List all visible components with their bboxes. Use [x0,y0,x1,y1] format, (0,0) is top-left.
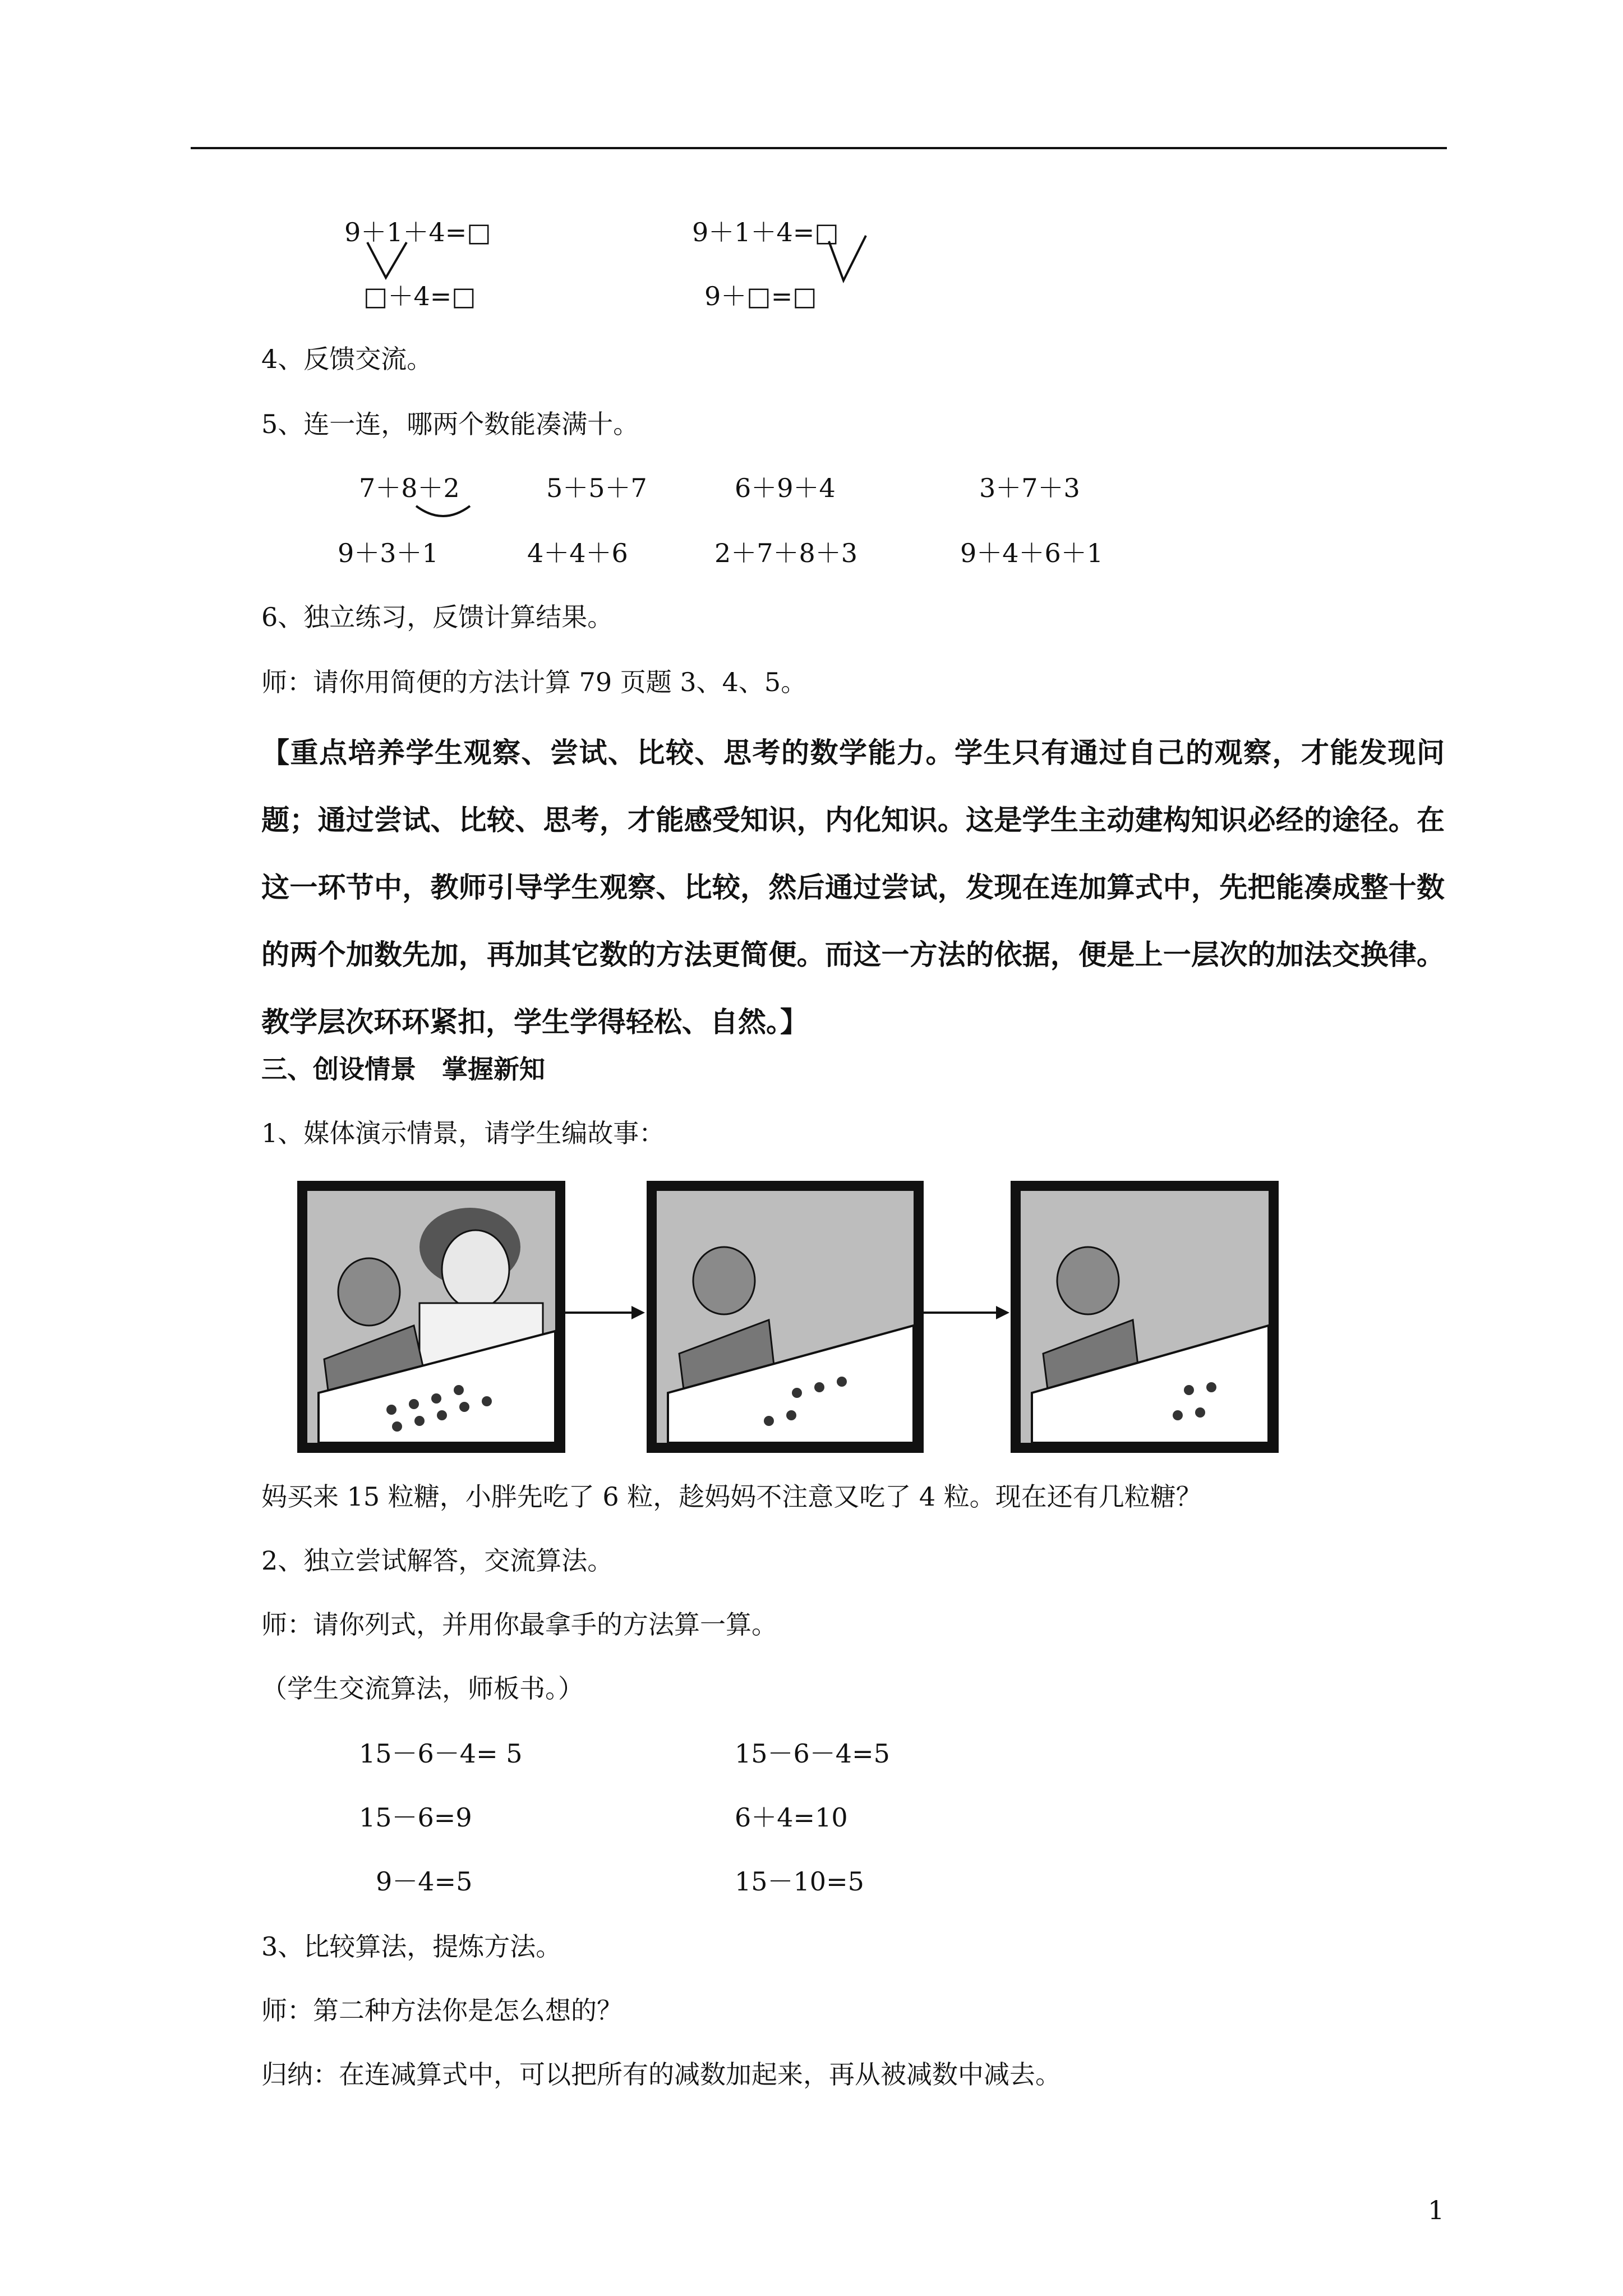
s3-item-2: 2、独立尝试解答，交流算法。 [261,1545,614,1576]
match-expr: 7＋8＋2 [359,473,460,503]
eq-left-line2: □＋4=□ [363,281,476,311]
teacher-line-1: 师：请你用简便的方法计算 79 页题 3、4、5。 [261,667,807,697]
teacher-line-3: 师：第二种方法你是怎么想的？ [261,1995,623,2026]
match-expr: 4＋4＋6 [527,538,628,568]
page-number: 1 [1428,2195,1445,2225]
calc-left: 9－4=5 [376,1866,473,1897]
match-expr: 3＋7＋3 [979,473,1080,503]
calc-right: 15－6－4=5 [735,1738,890,1769]
section-3-heading: 三、创设情景 掌握新知 [261,1054,545,1084]
summary-line: 归纳：在连减算式中，可以把所有的减数加起来，再从被减数中减去。 [261,2059,1061,2090]
eq-left-line1: 9＋1＋4=□ [344,217,491,247]
teacher-line-2: 师：请你列式，并用你最拿手的方法算一算。 [261,1609,777,1640]
match-expr: 9＋4＋6＋1 [960,538,1104,568]
s3-item-3: 3、比较算法，提炼方法。 [261,1931,562,1962]
item-4: 4、反馈交流。 [261,344,433,374]
s3-item-1: 1、媒体演示情景，请学生编故事： [261,1118,665,1148]
board-note: （学生交流算法，师板书。） [261,1673,584,1704]
match-expr: 6＋9＋4 [735,473,836,503]
calc-left: 15－6=9 [359,1802,472,1833]
story-text: 妈买来 15 粒糖，小胖先吃了 6 粒，趁妈妈不注意又吃了 4 粒。现在还有几粒糖？ [261,1481,1202,1512]
eq-right-line2: 9＋□=□ [704,281,817,311]
item-6: 6、独立练习，反馈计算结果。 [261,602,614,632]
match-expr: 5＋5＋7 [546,473,647,503]
match-expr: 9＋3＋1 [338,538,439,568]
note-paragraph: 【重点培养学生观察、尝试、比较、思考的数学能力。学生只有通过自己的观察，才能发现问题；通过尝试、比较、思考，才能感受知识，内化知识。这是学生主动建构知识必经的途径。在这一环节中，教师引导学生观察、比较，然后通过尝试，发现在连加算式中，先把能凑成整十数的两个加数先加，再加其它数的方法更简便。而这一方法的依据，便是上一层次的加法交换律。教学层次环环紧扣，学生学得轻松、自然。】 [261,736,1445,1038]
calc-right: 6＋4=10 [735,1802,848,1833]
match-expr: 2＋7＋8＋3 [714,538,858,568]
item-5: 5、连一连，哪两个数能凑满十。 [261,409,639,439]
calc-left: 15－6－4= 5 [359,1738,523,1769]
calc-right: 15－10=5 [735,1866,864,1897]
eq-right-line1: 9＋1＋4=□ [692,217,839,247]
